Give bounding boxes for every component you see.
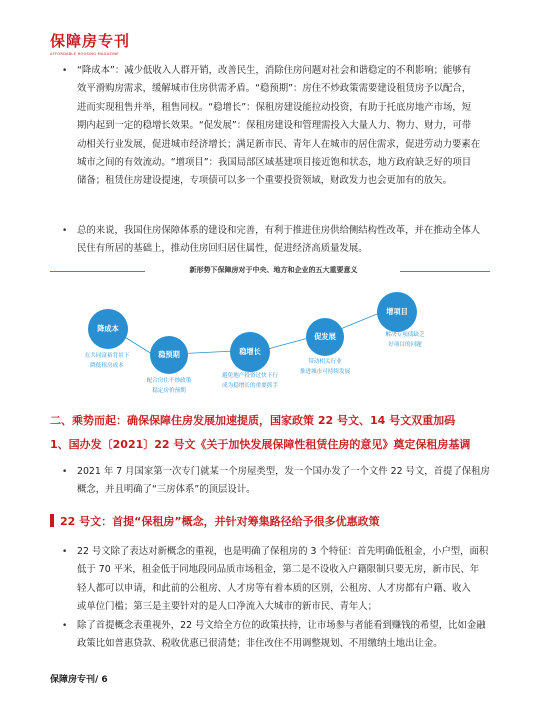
para-line: 除了首提概念表重视外，22 号文给全方位的政策扶持，让市场参与者能看到赚钱的希望，比如金融 <box>77 620 486 631</box>
bullet-icon: • <box>62 547 68 557</box>
support-paragraph <box>77 617 502 654</box>
para-line: 低于 70 平米，租金低于同地段同品质市场租金，第二是不设收入户籍限制只要无房，新市民、年 <box>77 564 480 576</box>
para-line: 政策比如普惠贷款、税收优惠已很清楚；非住改住不用调整规划、不用缴纳土地出让金。 <box>77 638 443 650</box>
para-line: 动相关行业发展，促进城市经济增长；满足新市民、青年人在城市的居住需求，促进劳动力要素在 <box>77 138 481 150</box>
circle-label: 降成本 <box>97 324 119 333</box>
features-paragraph <box>77 543 502 617</box>
heading-accent-bar <box>50 514 54 527</box>
para-line: 或单位门槛；第三是主要针对的是人口净流入大城市的新市民、青年人； <box>77 601 378 613</box>
para-line: 进而实现租售并举，租售同权。“稳增长”：保租房建设能拉动投资，有助于托底房地产市场，短 <box>77 101 472 113</box>
para-line: 总的来说，我国住房保障体系的建设和完善，有利于推进住房供给侧结构性改革，并在推动全体人 <box>77 225 481 236</box>
para-line: 城市之间的有效流动。“增项目”：我国局部区域基建项目接近饱和状态，地方政府缺乏好的项目 <box>77 157 472 169</box>
para-line: 2021 年 7 月国家第一次专门就某一个房屋类型，发一个国办发了一个文件 22 号文，首提了保租房 <box>77 466 490 477</box>
caption-promote-development: 带动相关行业 推进城市可持续发展 <box>299 359 351 375</box>
circle-label: 增项目 <box>386 307 408 316</box>
logo-text: 保障房专刊 <box>50 32 131 50</box>
para-line: 效平滑购房需求，缓解城市住房供需矛盾。“稳预期”：房住不炒政策需要建设租赁房予以配合， <box>77 83 472 95</box>
para-line: “降成本”：减少低收入人群开销，改善民生，消除住房问题对社会和谐稳定的不利影响；能够有 <box>77 65 472 76</box>
circle-label: 促发展 <box>314 332 336 341</box>
policy-paragraph <box>77 463 502 500</box>
significance-circle-stabilize-expectations <box>150 336 188 374</box>
policy-subheading: 22 号文：首提“保租房”概念，并针对筹集路径给予很多优惠政策 <box>60 515 380 528</box>
significance-circle-add-projects <box>377 292 417 332</box>
bullet-icon: • <box>62 226 68 236</box>
para-line: 储备；租赁住房建设提速，专项债可以多一个重要投资领域，财政发力也会更加有的放矢。 <box>77 175 453 187</box>
caption-stabilize-expectations: 配合房住不炒政策 稳定房价预期 <box>146 378 192 394</box>
para-line: 期内起到一定的稳增长效果。“促发展”：保租房建设和管理需投入大量人力、物力、财力，可带 <box>77 120 472 132</box>
logo-subtext: AFFORDABLE HOUSING MAGAZINE <box>50 52 119 56</box>
page-footer: 保障房专刊/ 6 <box>50 675 108 685</box>
para-line: 轻人都可以申请，和此前的公租房、人才房等有着本质的区别，公租房、人才房都有户籍、收入 <box>77 582 471 594</box>
para-line: 概念，并且明确了“三房体系”的顶层设计。 <box>77 484 256 496</box>
circle-label: 稳增长 <box>239 347 261 356</box>
connector-line <box>338 312 382 330</box>
connector-line <box>264 337 312 350</box>
bullet-icon: • <box>62 467 68 477</box>
para-line: 22 号文除了表达对新概念的重视，也是明确了保租房的 3 个特征：首先明确低租金，小户型，面积 <box>77 546 489 557</box>
significance-circle-stabilize-growth <box>230 332 270 372</box>
caption-reduce-cost: 在共同富裕背景下 降低租房成本 <box>84 353 130 369</box>
bullet-icon: • <box>62 66 68 76</box>
para-line: 民住有所居的基础上，推动住房回归居住属性，促进经济高质量发展。 <box>77 243 368 255</box>
bullet-icon: • <box>62 621 68 631</box>
circle-label: 稳预期 <box>158 350 180 359</box>
significance-circle-reduce-cost <box>88 309 128 349</box>
section-subheading: 1、国办发〔2021〕22 号文《关于加快发展保障性租赁住房的意见》奠定保租房基调 <box>50 438 471 451</box>
caption-stabilize-growth: 避免地产投资过快下行 成为稳增长的重要抓手 <box>222 373 278 389</box>
significance-circle-promote-development <box>306 318 344 356</box>
caption-add-projects: 解决专项债缺乏 好项目的问题 <box>385 332 425 348</box>
figure-title: 新形势下保障房对于中央、地方和企业的五大重要意义 <box>189 266 358 274</box>
section-heading: 二、乘势而起：确保保障住房发展加速提质，国家政策 22 号文、14 号文双重加码 <box>50 414 456 427</box>
